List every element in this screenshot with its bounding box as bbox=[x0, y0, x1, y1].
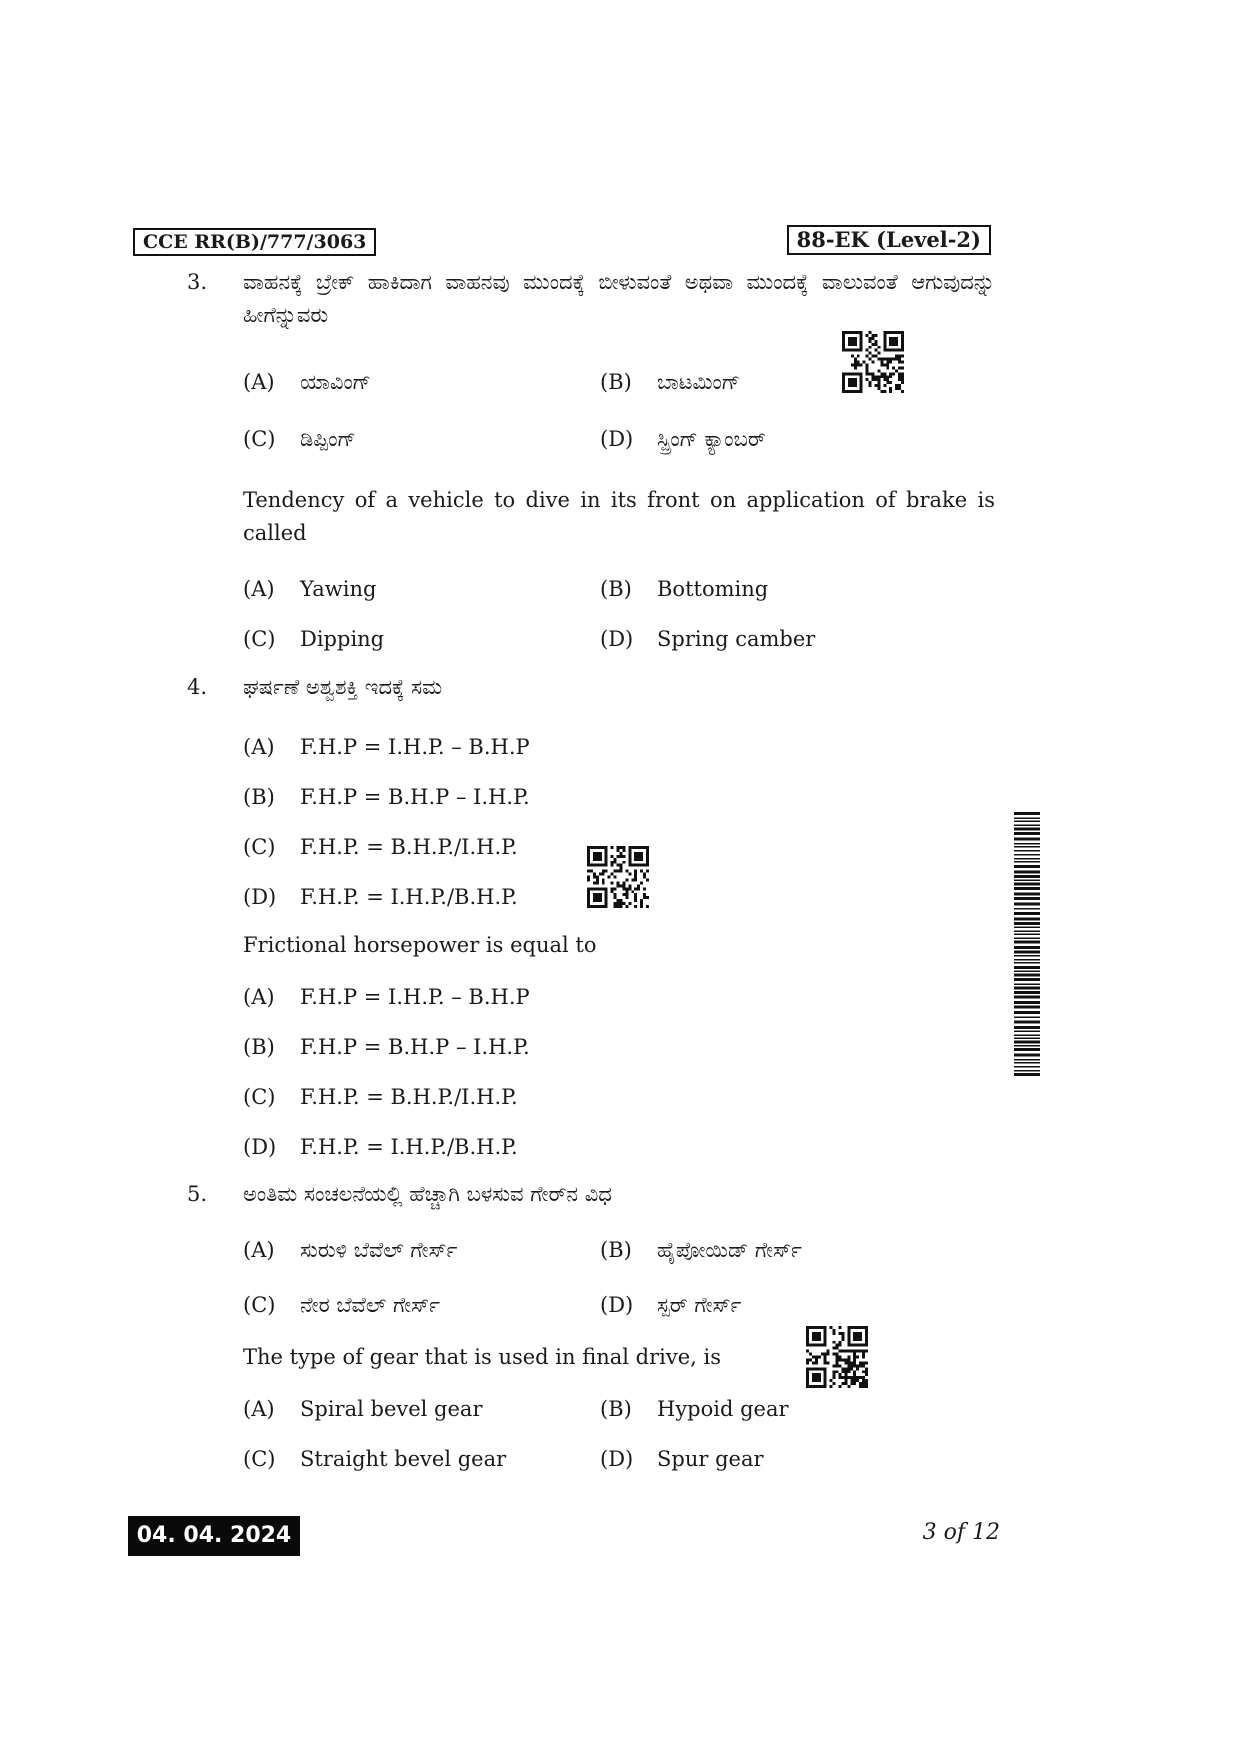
option-d-english: (D) Spring camber bbox=[600, 627, 816, 651]
option-b-kannada: (B) F.H.P = B.H.P – I.H.P. bbox=[243, 785, 530, 809]
question-number: 5. bbox=[187, 1182, 208, 1206]
option-d-english: (D) F.H.P. = I.H.P./B.H.P. bbox=[243, 1135, 518, 1159]
paper-code: CCE RR(B)/777/3063 bbox=[133, 228, 376, 256]
level-badge: 88-EK (Level-2) bbox=[787, 225, 991, 255]
option-a-english: (A) F.H.P = I.H.P. – B.H.P bbox=[243, 985, 530, 1009]
question-number: 4. bbox=[187, 675, 208, 699]
question-text-english: Tendency of a vehicle to dive in its front on application of brake is called bbox=[243, 488, 995, 545]
option-a-kannada: (A) ಯಾವಿಂಗ್ bbox=[243, 370, 371, 394]
option-c-kannada: (C) ನೇರ ಬೆವೆಲ್ ಗೇರ್ಸ್ bbox=[243, 1293, 441, 1317]
option-a-english: (A) Yawing bbox=[243, 577, 377, 601]
option-a-kannada: (A) F.H.P = I.H.P. – B.H.P bbox=[243, 735, 530, 759]
option-b-kannada: (B) ಹೈಪೋಯಿಡ್ ಗೇರ್ಸ್ bbox=[600, 1238, 802, 1262]
option-b-english: (B) Hypoid gear bbox=[600, 1397, 789, 1421]
barcode-icon bbox=[1014, 812, 1040, 1082]
qr-code-icon bbox=[842, 331, 904, 393]
option-c-kannada: (C) ಡಿಪ್ಪಿಂಗ್ bbox=[243, 427, 356, 451]
question-text-english: The type of gear that is used in final drive, is bbox=[243, 1345, 721, 1369]
option-d-kannada: (D) ಸ್ಪ್ರಿಂಗ್ ಕ್ಯಾಂಬರ್ bbox=[600, 427, 766, 451]
option-c-english: (C) Straight bevel gear bbox=[243, 1447, 507, 1471]
qr-code-icon bbox=[806, 1326, 868, 1388]
qr-code-icon bbox=[587, 846, 649, 908]
option-a-english: (A) Spiral bevel gear bbox=[243, 1397, 483, 1421]
question-text-english: Frictional horsepower is equal to bbox=[243, 933, 597, 957]
option-d-kannada: (D) ಸ್ಪರ್ ಗೇರ್ಸ್ bbox=[600, 1293, 742, 1317]
question-text-kannada: ವಾಹನಕ್ಕೆ ಬ್ರೇಕ್ ಹಾಕಿದಾಗ ವಾಹನವು ಮುಂದಕ್ಕೆ ಬೀಳುವಂತೆ ಅಥವಾ ಮುಂದಕ್ಕೆ ವಾಲುವಂತೆ ಆಗುವುದನ್ನು ಹೀಗೆನ್ನುವರು bbox=[243, 270, 995, 327]
exam-date: 04. 04. 2024 bbox=[128, 1516, 300, 1556]
option-c-kannada: (C) F.H.P. = B.H.P./I.H.P. bbox=[243, 835, 518, 859]
question-number: 3. bbox=[187, 270, 208, 294]
option-a-kannada: (A) ಸುರುಳಿ ಬೆವೆಲ್ ಗೇರ್ಸ್ bbox=[243, 1238, 458, 1262]
option-d-kannada: (D) F.H.P. = I.H.P./B.H.P. bbox=[243, 885, 518, 909]
question-text-kannada: ಅಂತಿಮ ಸಂಚಲನೆಯಲ್ಲಿ ಹೆಚ್ಚಾಗಿ ಬಳಸುವ ಗೇರ್‌ನ ವಿಧ bbox=[243, 1182, 612, 1206]
option-d-english: (D) Spur gear bbox=[600, 1447, 764, 1471]
option-c-english: (C) F.H.P. = B.H.P./I.H.P. bbox=[243, 1085, 518, 1109]
option-b-english: (B) F.H.P = B.H.P – I.H.P. bbox=[243, 1035, 530, 1059]
option-c-english: (C) Dipping bbox=[243, 627, 385, 651]
question-text-kannada: ಘರ್ಷಣೆ ಅಶ್ವಶಕ್ತಿ ಇದಕ್ಕೆ ಸಮ bbox=[243, 675, 443, 699]
option-b-kannada: (B) ಬಾಟಮಿಂಗ್ bbox=[600, 370, 741, 394]
page-number: 3 of 12 bbox=[922, 1520, 1000, 1545]
option-b-english: (B) Bottoming bbox=[600, 577, 769, 601]
